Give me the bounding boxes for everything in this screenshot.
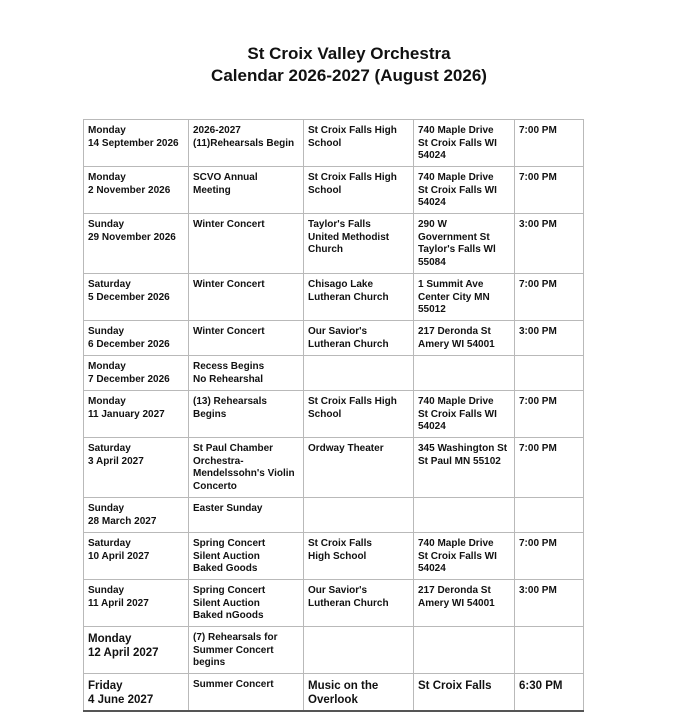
address-cell: 740 Maple Drive St Croix Falls WI 54024 [414,391,515,438]
venue-cell: St Croix Falls High School [304,120,414,167]
table-row [84,120,584,167]
address-cell: St Croix Falls [414,674,515,712]
time-cell: 3:00 PM [515,580,584,627]
date-cell: Monday 14 September 2026 [84,120,189,167]
event-cell: Winter Concert [189,321,304,356]
event-cell: SCVO Annual Meeting [189,167,304,214]
event-cell: Spring Concert Silent Auction Baked Goods [189,533,304,580]
table-row [84,627,584,674]
venue-cell: St Croix Falls High School [304,533,414,580]
date-cell: Friday 4 June 2027 [84,674,189,712]
venue-cell: Chisago Lake Lutheran Church [304,274,414,321]
venue-cell [304,498,414,533]
time-cell [515,356,584,391]
venue-cell [304,356,414,391]
time-cell: 7:00 PM [515,120,584,167]
page-title: St Croix Valley Orchestra [247,44,451,63]
date-cell: Monday 2 November 2026 [84,167,189,214]
table-row [84,498,584,533]
address-cell: 740 Maple Drive St Croix Falls WI 54024 [414,533,515,580]
event-cell: Winter Concert [189,214,304,274]
time-cell: 3:00 PM [515,214,584,274]
time-cell: 7:00 PM [515,167,584,214]
date-cell: Saturday 5 December 2026 [84,274,189,321]
address-cell: 345 Washington St St Paul MN 55102 [414,438,515,498]
event-cell: Recess Begins No Rehearshal [189,356,304,391]
address-cell: 217 Deronda St Amery WI 54001 [414,321,515,356]
event-cell: Winter Concert [189,274,304,321]
date-cell: Monday 11 January 2027 [84,391,189,438]
venue-cell: St Croix Falls High School [304,391,414,438]
calendar-table [83,119,584,712]
address-cell: 217 Deronda St Amery WI 54001 [414,580,515,627]
venue-cell: Taylor's Falls United Methodist Church [304,214,414,274]
venue-cell: Ordway Theater [304,438,414,498]
table-row [84,214,584,274]
venue-cell: St Croix Falls High School [304,167,414,214]
date-cell: Saturday 10 April 2027 [84,533,189,580]
table-row [84,167,584,214]
event-cell: Easter Sunday [189,498,304,533]
time-cell: 7:00 PM [515,438,584,498]
event-cell: (7) Rehearsals for Summer Concert begins [189,627,304,674]
date-cell: Sunday 28 March 2027 [84,498,189,533]
time-cell [515,498,584,533]
date-cell: Sunday 29 November 2026 [84,214,189,274]
table-row [84,321,584,356]
time-cell: 7:00 PM [515,274,584,321]
event-cell: St Paul Chamber Orchestra- Mendelssohn's Violin Concerto [189,438,304,498]
date-cell: Monday 7 December 2026 [84,356,189,391]
address-cell: 740 Maple Drive St Croix Falls WI 54024 [414,120,515,167]
table-row [84,274,584,321]
event-cell: Spring Concert Silent Auction Baked nGoods [189,580,304,627]
time-cell: 7:00 PM [515,533,584,580]
page-subtitle: Calendar 2026-2027 (August 2026) [211,66,487,85]
address-cell [414,498,515,533]
date-cell: Monday 12 April 2027 [84,627,189,674]
address-cell [414,356,515,391]
event-cell: 2026-2027 (11)Rehearsals Begin [189,120,304,167]
table-row [84,438,584,498]
event-cell: (13) Rehearsals Begins [189,391,304,438]
event-cell: Summer Concert [189,674,304,712]
date-cell: Saturday 3 April 2027 [84,438,189,498]
table-row [84,580,584,627]
date-cell: Sunday 6 December 2026 [84,321,189,356]
table-row [84,674,584,712]
time-cell: 7:00 PM [515,391,584,438]
table-row [84,356,584,391]
address-cell: 290 W Government St Taylor's Falls Wl 55084 [414,214,515,274]
time-cell: 3:00 PM [515,321,584,356]
date-cell: Sunday 11 April 2027 [84,580,189,627]
venue-cell: Our Savior's Lutheran Church [304,580,414,627]
venue-cell: Music on the Overlook [304,674,414,712]
table-row [84,391,584,438]
address-cell: 740 Maple Drive St Croix Falls WI 54024 [414,167,515,214]
time-cell: 6:30 PM [515,674,584,712]
venue-cell [304,627,414,674]
address-cell: 1 Summit Ave Center City MN 55012 [414,274,515,321]
table-row [84,533,584,580]
venue-cell: Our Savior's Lutheran Church [304,321,414,356]
time-cell [515,627,584,674]
address-cell [414,627,515,674]
